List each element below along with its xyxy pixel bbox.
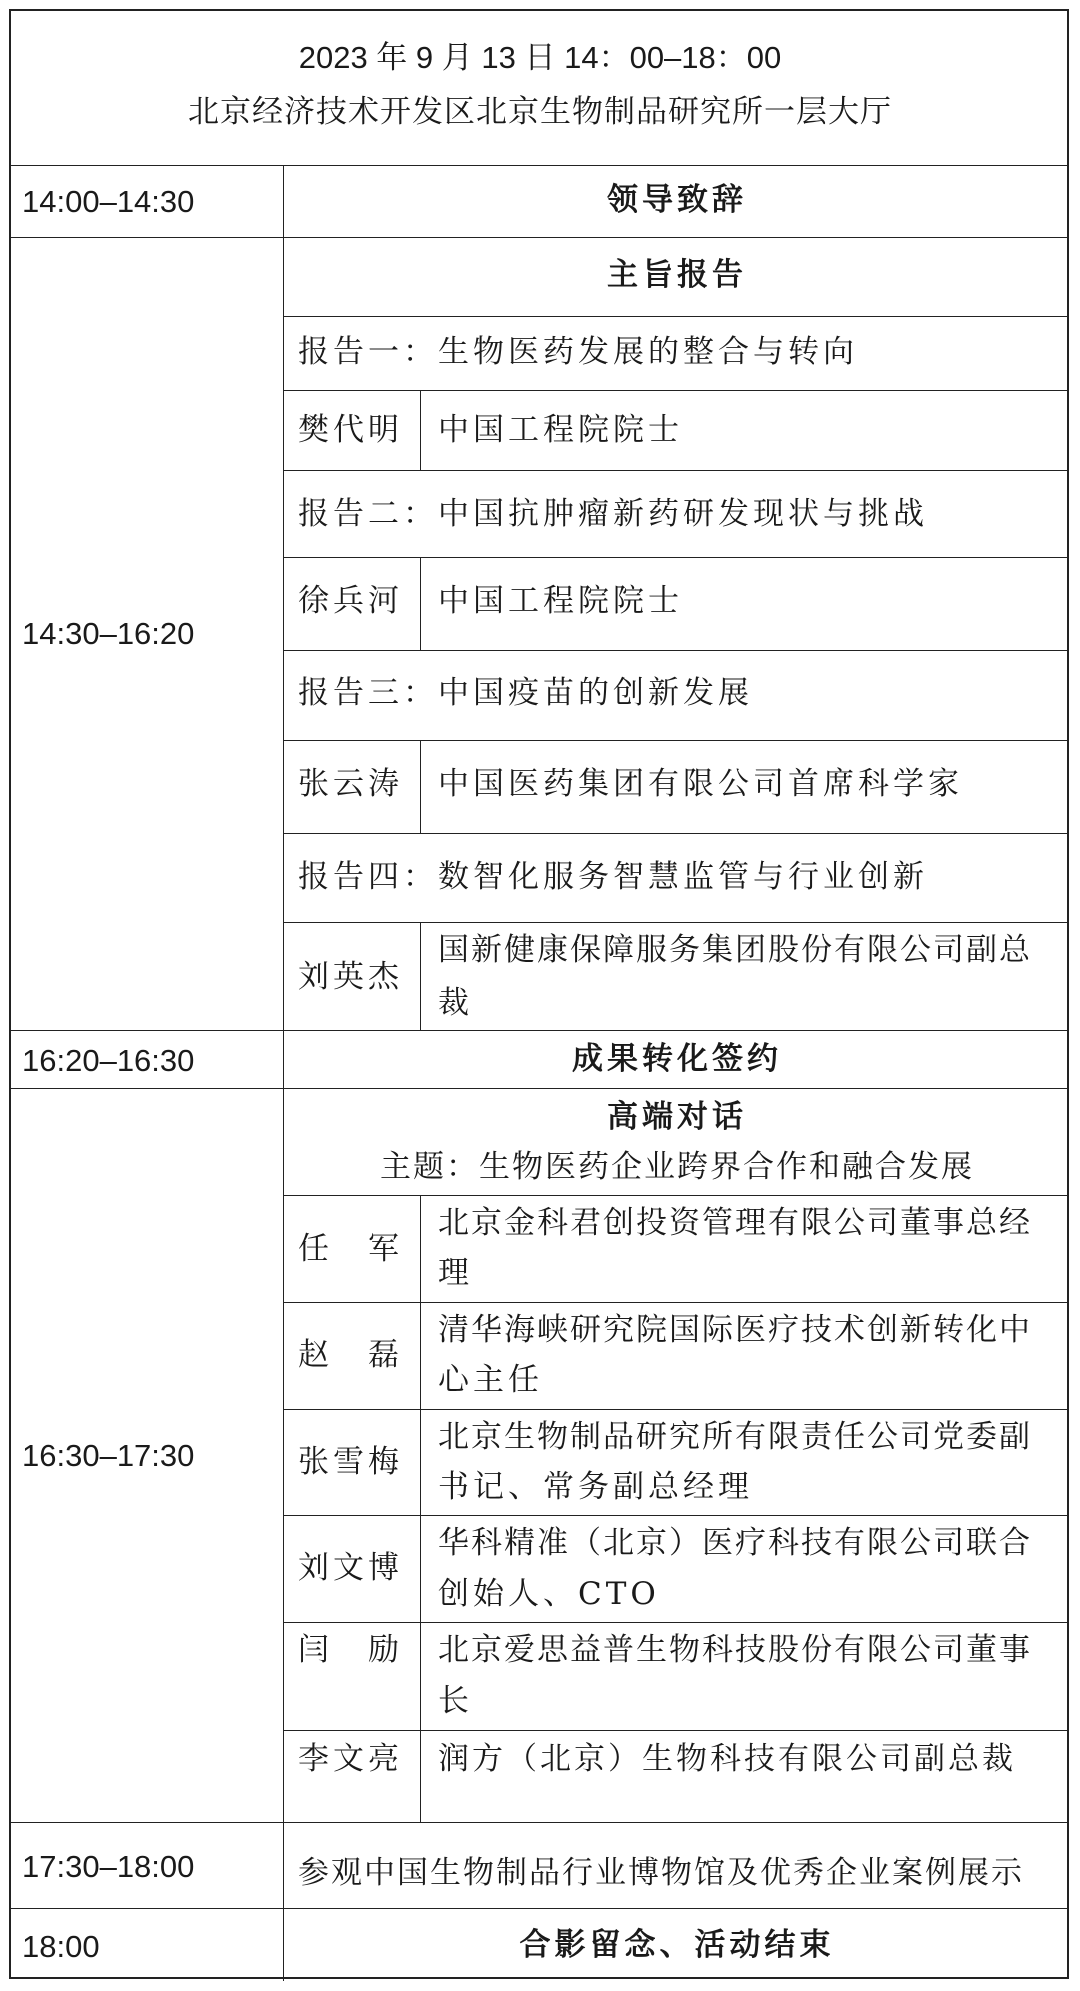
divider [283,470,1069,471]
session-title: 成果转化签约 [572,1041,782,1077]
divider [420,740,421,833]
divider [9,1030,1069,1031]
divider [420,390,421,470]
session-title: 主旨报告 [607,257,747,293]
divider [283,1409,1069,1410]
report-title: 报告一：生物医药发展的整合与转向 [298,334,858,370]
divider [420,557,421,650]
divider [9,1908,1069,1909]
panelist-name: 李文亮 [298,1741,403,1777]
panelist-affiliation: 北京爱思益普生物科技股份有限公司董事 [438,1632,1032,1668]
session-title: 合影留念、活动结束 [519,1927,835,1963]
panelist-name: 张雪梅 [298,1444,403,1480]
divider [9,1822,1069,1823]
divider [283,833,1069,834]
divider [283,316,1069,317]
panelist-affiliation: 创始人、CTO [438,1576,660,1612]
report-title: 报告二：中国抗肿瘤新药研发现状与挑战 [298,496,928,532]
divider [283,1195,1069,1196]
divider [283,650,1069,651]
report-title: 报告四：数智化服务智慧监管与行业创新 [298,859,928,895]
session-title: 领导致辞 [607,182,747,218]
speaker-name: 刘英杰 [298,959,403,995]
time-slot: 14:30–16:20 [22,616,195,651]
divider [9,1088,1069,1089]
speaker-role: 裁 [438,985,473,1021]
divider [283,1622,1069,1623]
speaker-role: 中国医药集团有限公司首席科学家 [438,766,963,802]
panelist-name: 刘文博 [298,1550,403,1586]
panelist-affiliation: 北京金科君创投资管理有限公司董事总经 [438,1205,1032,1241]
speaker-role: 中国工程院院士 [438,583,683,619]
panelist-affiliation: 理 [438,1255,473,1291]
divider [9,237,1069,238]
time-slot: 18:00 [22,1929,100,1964]
divider [420,1195,421,1822]
session-subtitle: 主题：生物医药企业跨界合作和融合发展 [380,1149,974,1185]
panelist-affiliation: 北京生物制品研究所有限责任公司党委副 [438,1419,1032,1455]
divider [283,740,1069,741]
speaker-role: 中国工程院院士 [438,412,683,448]
panelist-name: 闫 励 [298,1632,403,1668]
divider [283,922,1069,923]
time-slot: 16:30–17:30 [22,1438,195,1473]
divider [9,165,1069,166]
speaker-name: 徐兵河 [298,583,403,619]
time-slot: 17:30–18:00 [22,1849,195,1884]
divider [283,1730,1069,1731]
panelist-affiliation: 书记、常务副总经理 [438,1469,753,1505]
divider [283,165,284,1981]
divider [283,1302,1069,1303]
report-title: 报告三：中国疫苗的创新发展 [298,675,753,711]
event-venue: 北京经济技术开发区北京生物制品研究所一层大厅 [188,94,892,130]
panelist-affiliation: 长 [438,1683,473,1719]
speaker-name: 张云涛 [298,766,403,802]
divider [283,390,1069,391]
time-slot: 14:00–14:30 [22,184,195,219]
panelist-name: 任 军 [298,1231,403,1267]
session-title: 高端对话 [607,1099,747,1135]
panelist-affiliation: 华科精准（北京）医疗科技有限公司联合 [438,1525,1032,1561]
time-slot: 16:20–16:30 [22,1043,195,1078]
event-datetime: 2023 年 9 月 13 日 14：00–18：00 [298,40,782,75]
agenda-table [9,9,1069,1979]
panelist-name: 赵 磊 [298,1337,403,1373]
divider [283,557,1069,558]
session-title: 参观中国生物制品行业博物馆及优秀企业案例展示 [298,1855,1024,1891]
speaker-role: 国新健康保障服务集团股份有限公司副总 [438,932,1032,968]
panelist-affiliation: 清华海峡研究院国际医疗技术创新转化中 [438,1312,1032,1348]
panelist-affiliation: 润方（北京）生物科技有限公司副总裁 [438,1741,1016,1777]
divider [283,1515,1069,1516]
panelist-affiliation: 心主任 [438,1362,543,1398]
speaker-name: 樊代明 [298,412,403,448]
divider [420,922,421,1030]
